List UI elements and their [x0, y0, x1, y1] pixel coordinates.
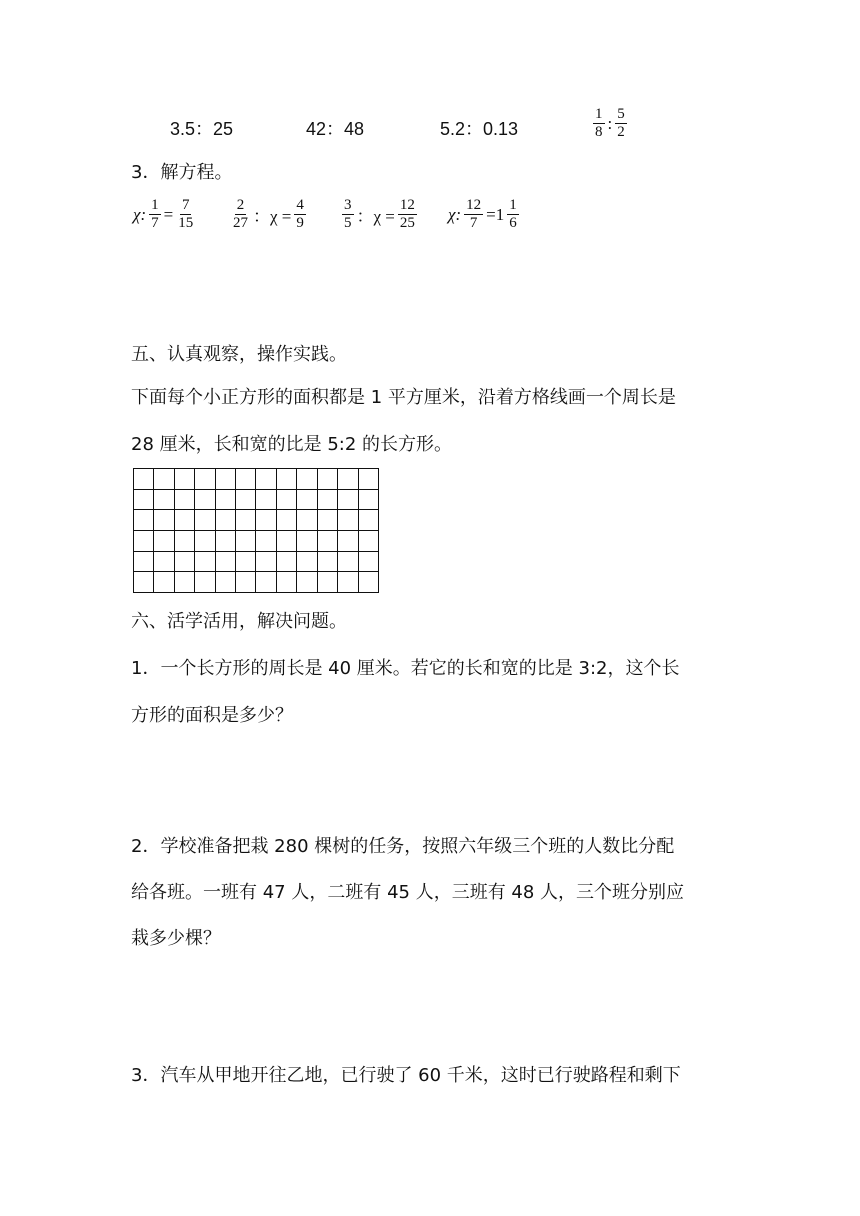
section-title: 五、认真观察，操作实践。	[131, 344, 347, 365]
grid-cell	[359, 552, 379, 573]
grid-cell	[134, 531, 154, 552]
fraction: $\frac{5}{2}$	[617, 106, 625, 140]
grid-cell	[277, 469, 297, 490]
paragraph-line: 28 厘米，长和宽的比是 5:2 的长方形。	[131, 434, 453, 455]
equation: χ: $\frac{1}{7}$ = $\frac{7}{15}$	[133, 197, 194, 231]
grid-cell	[195, 490, 215, 511]
grid-cell	[195, 469, 215, 490]
grid-cell	[318, 572, 338, 593]
grid-cell	[134, 510, 154, 531]
grid-cell	[216, 490, 236, 511]
question-line: 给各班。一班有 47 人，二班有 45 人，三班有 48 人，三个班分别应	[131, 882, 685, 903]
grid-cell	[154, 490, 174, 511]
square-grid	[133, 468, 379, 593]
equation: χ: $\frac{12}{7}$ =1 $\frac{1}{6}$	[448, 197, 517, 231]
grid-cell	[256, 490, 276, 511]
grid-cell	[134, 490, 154, 511]
grid-cell	[195, 531, 215, 552]
grid-cell	[216, 531, 236, 552]
grid-cell	[338, 490, 358, 511]
grid-cell	[338, 469, 358, 490]
grid-cell	[297, 572, 317, 593]
grid-cell	[175, 531, 195, 552]
grid-cell	[359, 490, 379, 511]
grid-cell	[154, 510, 174, 531]
grid-cell	[318, 531, 338, 552]
grid-cell	[216, 552, 236, 573]
grid-cell	[195, 572, 215, 593]
grid-cell	[134, 469, 154, 490]
grid-cell	[359, 531, 379, 552]
equation: $\frac{3}{5}$ ：χ = $\frac{12}{25}$	[344, 197, 415, 231]
grid-cell	[297, 490, 317, 511]
grid-cell	[359, 469, 379, 490]
ratio-item: 5.2：0.13	[440, 119, 519, 139]
question-line: 1．一个长方形的周长是 40 厘米。若它的长和宽的比是 3:2，这个长	[131, 658, 680, 679]
grid-cell	[297, 510, 317, 531]
grid-cell	[216, 572, 236, 593]
grid-cell	[297, 531, 317, 552]
grid-cell	[297, 469, 317, 490]
grid-cell	[277, 572, 297, 593]
grid-cell	[216, 510, 236, 531]
grid-cell	[318, 490, 338, 511]
grid-cell	[338, 510, 358, 531]
question-line: 2．学校准备把栽 280 棵树的任务，按照六年级三个班的人数比分配	[131, 836, 675, 857]
question-line: 栽多少棵？	[131, 928, 221, 949]
grid-cell	[175, 510, 195, 531]
grid-cell	[134, 572, 154, 593]
fraction: $\frac{1}{8}$	[595, 106, 603, 140]
grid-cell	[175, 552, 195, 573]
section-title: 六、活学活用，解决问题。	[131, 611, 347, 632]
fraction: $\frac{3}{5}$	[344, 197, 352, 231]
grid-cell	[256, 469, 276, 490]
grid-cell	[175, 490, 195, 511]
grid-cell	[277, 531, 297, 552]
grid-cell	[154, 469, 174, 490]
section-title: 3．解方程。	[131, 162, 233, 183]
grid-cell	[256, 552, 276, 573]
grid-cell	[154, 572, 174, 593]
grid-cell	[277, 490, 297, 511]
grid-cell	[195, 552, 215, 573]
fraction: $\frac{1}{7}$	[151, 197, 159, 231]
grid-cell	[236, 490, 256, 511]
question-line: 3．汽车从甲地开往乙地，已行驶了 60 千米，这时已行驶路程和剩下	[131, 1065, 681, 1086]
grid-cell	[175, 572, 195, 593]
grid-cell	[297, 552, 317, 573]
fraction: $\frac{12}{25}$	[399, 197, 415, 231]
equation: $\frac{2}{27}$ ：χ = $\frac{4}{9}$	[233, 197, 304, 231]
grid-cell	[338, 572, 358, 593]
grid-cell	[318, 510, 338, 531]
grid-cell	[216, 469, 236, 490]
grid-cell	[236, 510, 256, 531]
question-line: 方形的面积是多少？	[131, 705, 293, 726]
grid-cell	[318, 552, 338, 573]
grid-cell	[277, 552, 297, 573]
grid-cell	[359, 510, 379, 531]
fraction: $\frac{2}{27}$	[233, 197, 248, 231]
ratio-fraction: $\frac{1}{8}$ : $\frac{5}{2}$	[595, 106, 625, 140]
grid-cell	[277, 510, 297, 531]
grid-cell	[256, 572, 276, 593]
grid-cell	[318, 469, 338, 490]
grid-cell	[338, 552, 358, 573]
grid-cell	[236, 469, 256, 490]
fraction: $\frac{7}{15}$	[178, 197, 194, 231]
ratio-item: 42：48	[306, 119, 365, 139]
grid-cell	[195, 510, 215, 531]
paragraph-line: 下面每个小正方形的面积都是 1 平方厘米，沿着方格线画一个周长是	[131, 387, 676, 408]
grid-cell	[154, 531, 174, 552]
grid-cell	[359, 572, 379, 593]
grid-cell	[175, 469, 195, 490]
grid-cell	[154, 552, 174, 573]
fraction: $\frac{1}{6}$	[509, 197, 517, 231]
grid-cell	[256, 510, 276, 531]
grid-cell	[236, 572, 256, 593]
ratio-item: 3.5：25	[170, 119, 234, 139]
fraction: $\frac{12}{7}$	[466, 197, 482, 231]
grid-cell	[338, 531, 358, 552]
grid-cell	[236, 531, 256, 552]
fraction: $\frac{4}{9}$	[296, 197, 304, 231]
grid-cell	[256, 531, 276, 552]
grid-cell	[236, 552, 256, 573]
grid-cell	[134, 552, 154, 573]
